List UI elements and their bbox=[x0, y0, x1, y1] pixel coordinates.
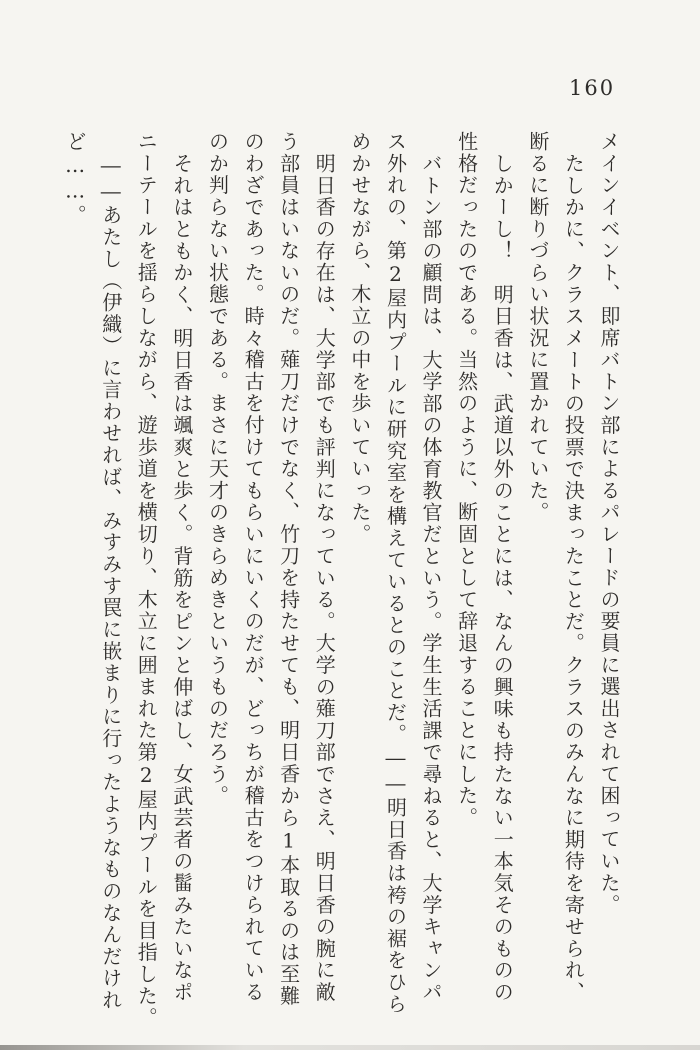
text-column-line: 断るに断りづらい状況に置かれていた。 bbox=[525, 131, 550, 524]
text-column-line: ニーテールを揺らしながら、遊歩道を横切り、木立に囲まれた第2屋内プールを目指した。 bbox=[134, 131, 159, 1029]
text-column-line: しかーし！ 明日香は、武道以外のことには、なんの興味も持たない一本気そのものの bbox=[490, 152, 515, 1003]
text-column-line: めかせながら、木立の中を歩いていった。 bbox=[347, 131, 372, 546]
scan-bottom-edge bbox=[0, 1045, 700, 1050]
text-column-line: メインイベント、即席バトン部によるパレードの要員に選出されて困っていた。 bbox=[597, 131, 621, 916]
text-column-line: 明日香の存在は、大学部でも評判になっている。大学の薙刀部でさえ、明日香の腕に敵 bbox=[312, 152, 337, 1003]
text-block bbox=[57, 131, 627, 1029]
text-column-line: バトン部の顧問は、大学部の体育教官だという。学生生活課で尋ねると、大学キャンパ bbox=[419, 152, 444, 1003]
text-column-line: のか判らない状態である。まさに天才のきらめきというものだろう。 bbox=[205, 131, 230, 807]
text-column-line: ど……。 bbox=[63, 131, 88, 227]
text-column-line: う部員はいないのだ。薙刀だけでなく、竹刀を持たせても、明日香から1本取るのは至難 bbox=[276, 131, 301, 1007]
text-column-line: たしかに、クラスメートの投票で決まったことだ。クラスのみんなに期待を寄せられ、 bbox=[561, 152, 586, 1003]
text-column-line: それはともかく、明日香は颯爽と歩く。背筋をピンと伸ばし、女武芸者の髷みたいなポ bbox=[169, 152, 194, 1003]
page-number: 160 bbox=[569, 76, 616, 100]
text-column-line: ス外れの、第2屋内プールに研究室を構えているとのことだ。――明日香は袴の裾をひら bbox=[383, 131, 408, 1015]
text-column-line: のわざであった。時々稽古を付けてもらいにいくのだが、どっちが稽古をつけられている bbox=[241, 131, 266, 1003]
text-column-line: 性格だったのである。当然のように、断固として辞退することにした。 bbox=[454, 131, 479, 829]
text-column-line: ――あたし（伊織）に言わせれば、みすみす罠に嵌まりに行ったようなものなんだけれ bbox=[98, 152, 123, 1011]
